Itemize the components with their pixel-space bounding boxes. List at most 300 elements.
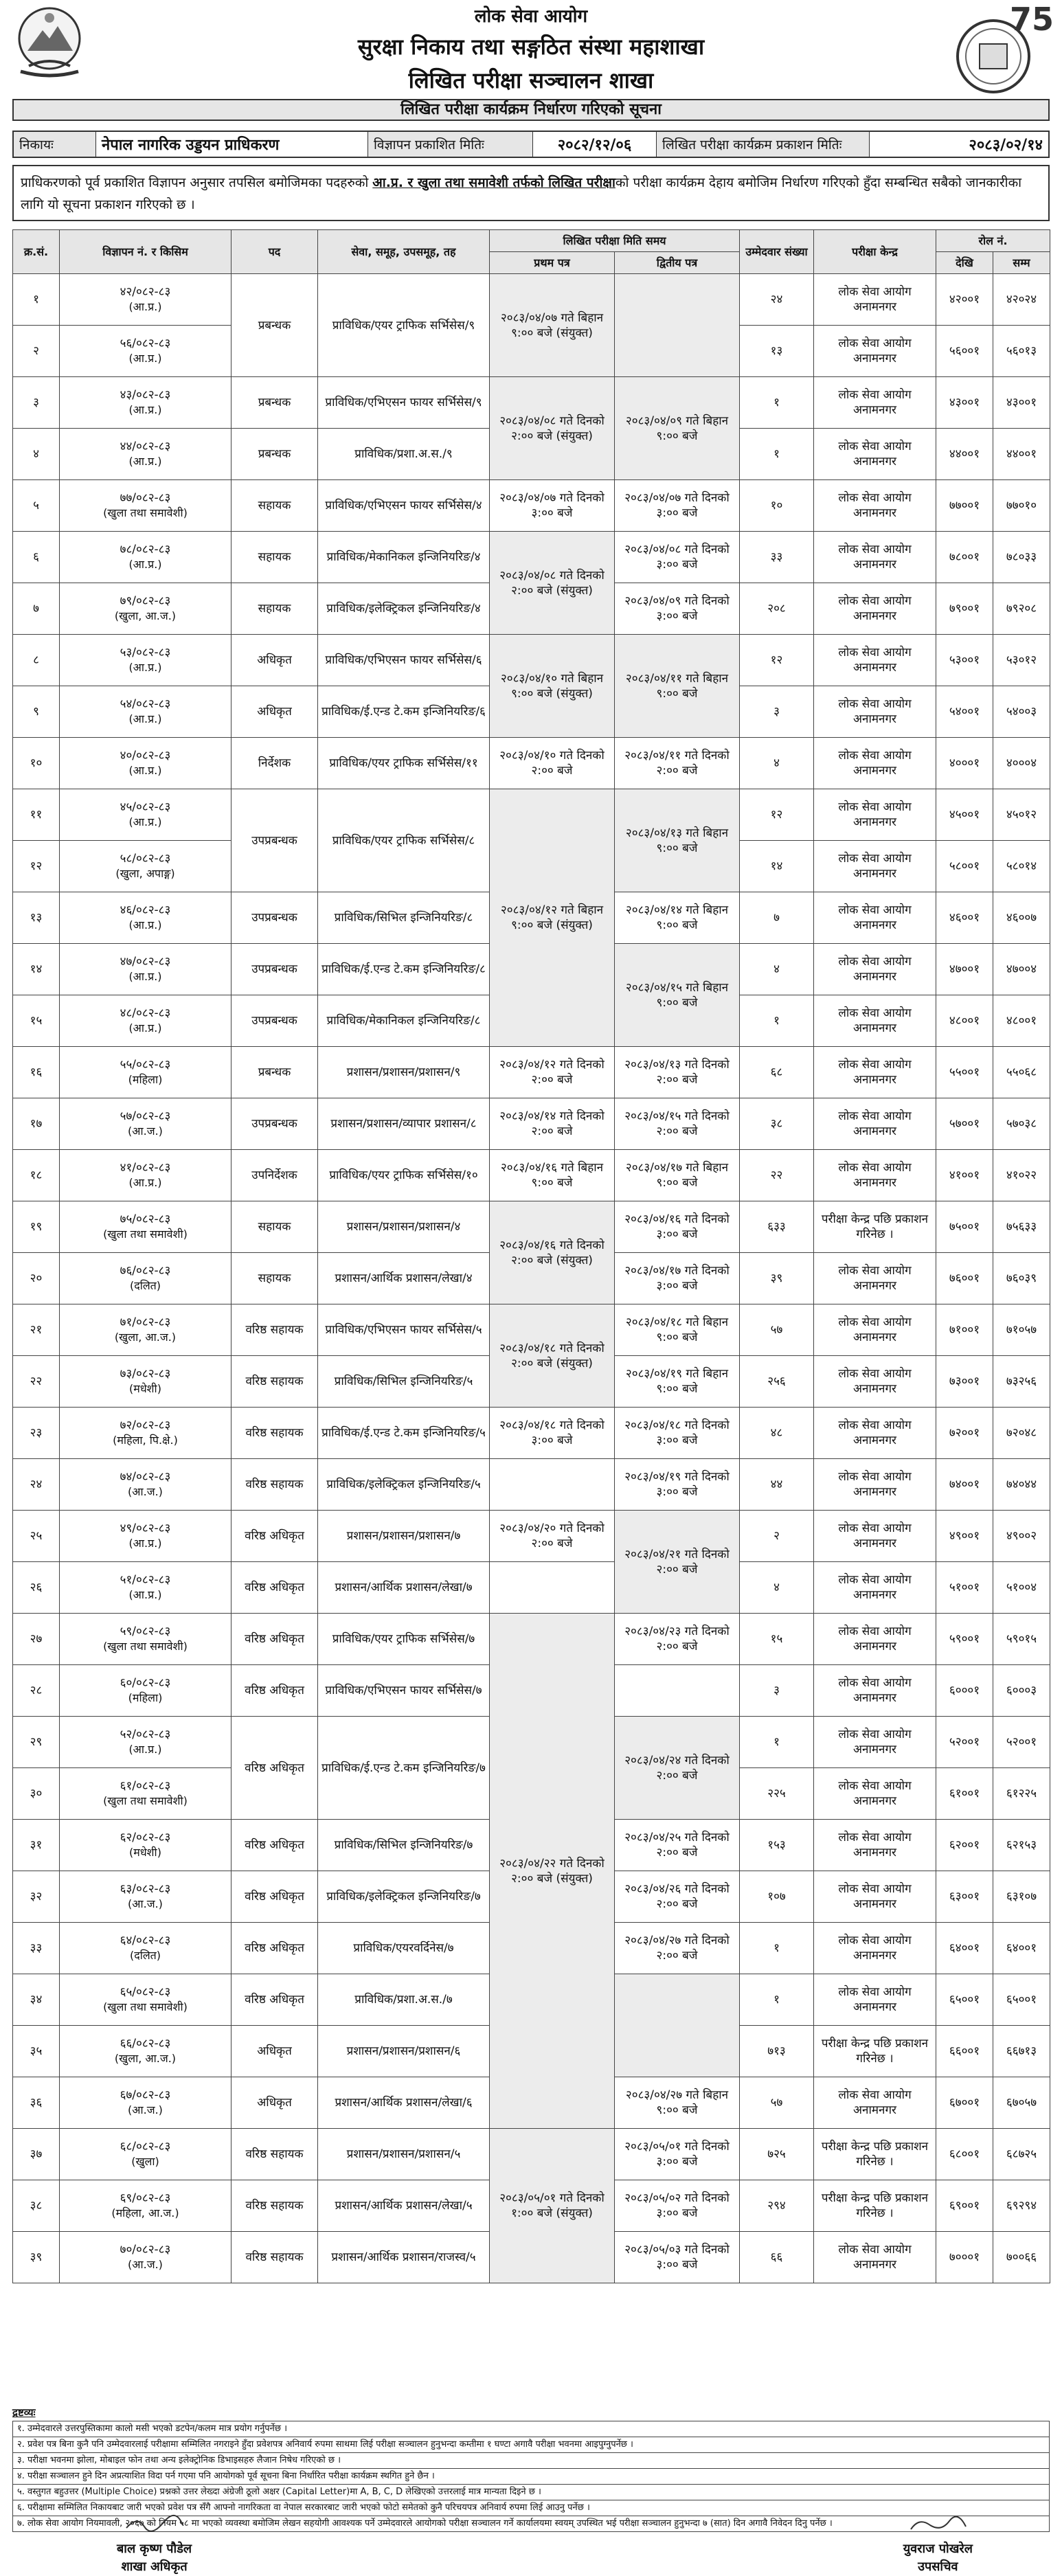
cell-roll-from: ६१००१ <box>936 1768 993 1820</box>
cell-adv <box>60 686 231 738</box>
adv-category: (खुला) <box>131 2155 159 2168</box>
table-row <box>13 1562 1050 1614</box>
cell-sn: ४ <box>13 429 60 480</box>
cell-roll-from: ६०००१ <box>936 1665 993 1717</box>
table-row <box>13 1098 1050 1150</box>
cell-service: प्राविधिक/ई.एन्ड टे.कम इन्जिनियरिङ/८ <box>318 944 490 995</box>
cell-center: लोक सेवा आयोग अनामनगर <box>814 1871 936 1923</box>
cell-roll-from: ७७००१ <box>936 480 993 532</box>
cell-sn: ३९ <box>13 2232 60 2283</box>
cell-candidates: १ <box>740 377 814 429</box>
adv-number: ७९/०८२-८३ <box>120 594 171 608</box>
th-adv: विज्ञापन नं. र किसिम <box>60 230 231 274</box>
cell-roll-to: ६८७२५ <box>993 2129 1050 2180</box>
th-from: देखि <box>936 252 993 274</box>
cell-second-paper: २०८३/०५/०२ गते दिनको ३:०० बजे <box>615 2180 740 2232</box>
cell-center: लोक सेवा आयोग अनामनगर <box>814 1047 936 1098</box>
cell-roll-from: ४२००१ <box>936 274 993 326</box>
cell-roll-to: ५६०१३ <box>993 326 1050 377</box>
th-sn: क्र.सं. <box>13 230 60 274</box>
cell-candidates: १२ <box>740 635 814 686</box>
cell-candidates: ४ <box>740 738 814 789</box>
adv-category: (खुला तथा समावेशी) <box>103 1640 188 1653</box>
adv-number: ४९/०८२-८३ <box>120 1522 171 1535</box>
cell-roll-from: ५९००१ <box>936 1614 993 1665</box>
cell-post: सहायक <box>231 480 318 532</box>
cell-second-paper: २०८३/०४/२४ गते दिनको २:०० बजे <box>615 1717 740 1820</box>
cell-adv <box>60 1614 231 1665</box>
adv-category: (खुला, आ.ज.) <box>114 2052 177 2065</box>
cell-center: लोक सेवा आयोग अनामनगर <box>814 1511 936 1562</box>
adv-category: (महिला) <box>128 1073 163 1086</box>
cell-candidates: ४ <box>740 1562 814 1614</box>
cell-sn: ३२ <box>13 1871 60 1923</box>
cell-candidates: २०८ <box>740 583 814 635</box>
cell-center: लोक सेवा आयोग अनामनगर <box>814 1768 936 1820</box>
cell-roll-to: ६४००१ <box>993 1923 1050 1974</box>
adv-number: ६९/०८२-८३ <box>120 2191 171 2205</box>
schedule-table <box>12 229 1050 2283</box>
cell-roll-from: ५४००१ <box>936 686 993 738</box>
cell-roll-to: ४४००१ <box>993 429 1050 480</box>
adv-number: ५६/०८२-८३ <box>120 337 171 350</box>
adv-number: ४८/०८२-८३ <box>120 1006 171 1020</box>
cell-post: उपप्रबन्धक <box>231 892 318 944</box>
cell-first-paper: २०८३/०४/१० गते बिहान ९:०० बजे (संयुक्त) <box>490 635 615 738</box>
cell-sn: २० <box>13 1253 60 1304</box>
cell-roll-from: ६८००१ <box>936 2129 993 2180</box>
cell-service: प्रशासन/प्रशासन/प्रशासन/४ <box>318 1201 490 1253</box>
cell-sn: ५ <box>13 480 60 532</box>
cell-post: सहायक <box>231 532 318 583</box>
adv-category: (आ.प्र.) <box>128 558 162 571</box>
cell-second-paper: २०८३/०४/११ गते बिहान ९:०० बजे <box>615 635 740 738</box>
cell-roll-from: ६७००१ <box>936 2077 993 2129</box>
cell-roll-to: ४०००४ <box>993 738 1050 789</box>
cell-sn: १६ <box>13 1047 60 1098</box>
cell-roll-from: ७३००१ <box>936 1356 993 1408</box>
th-exam-date: लिखित परीक्षा मिति समय <box>490 230 740 252</box>
cell-first-paper: २०८३/०४/०८ गते दिनको २:०० बजे (संयुक्त) <box>490 377 615 480</box>
cell-roll-from: ४८००१ <box>936 995 993 1047</box>
cell-second-paper: २०८३/०४/२६ गते दिनको २:०० बजे <box>615 1871 740 1923</box>
cell-sn: १९ <box>13 1201 60 1253</box>
cell-post: वरिष्ठ सहायक <box>231 1304 318 1356</box>
cell-candidates: २२५ <box>740 1768 814 1820</box>
cell-second-paper: २०८३/०४/१९ गते बिहान ९:०० बजे <box>615 1356 740 1408</box>
cell-service: प्राविधिक/ई.एन्ड टे.कम इन्जिनियरिङ/६ <box>318 686 490 738</box>
cell-roll-from: ४६००१ <box>936 892 993 944</box>
cell-adv <box>60 583 231 635</box>
adv-category: (खुला तथा समावेशी) <box>103 2000 188 2013</box>
cell-adv <box>60 2026 231 2077</box>
cell-center: लोक सेवा आयोग अनामनगर <box>814 1562 936 1614</box>
table-row <box>13 532 1050 583</box>
cell-candidates: ३३ <box>740 532 814 583</box>
cell-adv <box>60 1562 231 1614</box>
cell-second-paper: २०८३/०४/१९ गते दिनको ३:०० बजे <box>615 1459 740 1511</box>
cell-sn: ३६ <box>13 2077 60 2129</box>
cell-first-paper: २०८३/०५/०१ गते दिनको १:०० बजे (संयुक्त) <box>490 2129 615 2283</box>
cell-second-paper: २०८३/०४/०७ गते दिनको ३:०० बजे <box>615 480 740 532</box>
cell-center: लोक सेवा आयोग अनामनगर <box>814 1717 936 1768</box>
cell-adv <box>60 635 231 686</box>
cell-post: वरिष्ठ सहायक <box>231 2180 318 2232</box>
cell-roll-to: ४५०१२ <box>993 789 1050 841</box>
cell-sn: ३४ <box>13 1974 60 2026</box>
cell-roll-to: ५१००४ <box>993 1562 1050 1614</box>
cell-service: प्राविधिक/प्रशा.अ.स./९ <box>318 429 490 480</box>
cell-service: प्राविधिक/एभिएसन फायर सर्भिसेस/६ <box>318 635 490 686</box>
org-value: नेपाल नागरिक उड्डयन प्राधिकरण <box>96 132 368 157</box>
cell-adv <box>60 1201 231 1253</box>
cell-post: प्रबन्धक <box>231 377 318 429</box>
cell-service: प्राविधिक/प्रशा.अ.स./७ <box>318 1974 490 2026</box>
adv-category: (आ.प्र.) <box>128 455 162 468</box>
cell-second-paper: २०८३/०४/१५ गते बिहान ९:०० बजे <box>615 944 740 1047</box>
cell-first-paper: २०८३/०४/२२ गते दिनको २:०० बजे (संयुक्त) <box>490 1614 615 2129</box>
table-row <box>13 1408 1050 1459</box>
adv-category: (आ.ज.) <box>128 1897 163 1910</box>
ad-date-value: २०८२/१२/०६ <box>533 132 657 157</box>
cell-roll-to: ५४००३ <box>993 686 1050 738</box>
adv-category: (महिला) <box>128 1691 163 1704</box>
cell-candidates: ५७ <box>740 1304 814 1356</box>
cell-first-paper <box>490 1459 615 1511</box>
adv-category: (आ.प्र.) <box>128 352 162 365</box>
adv-category: (आ.ज.) <box>128 1485 163 1498</box>
cell-candidates: ६६ <box>740 2232 814 2283</box>
cell-second-paper: २०८३/०४/२३ गते दिनको २:०० बजे <box>615 1614 740 1665</box>
cell-adv <box>60 1356 231 1408</box>
signature-right <box>903 2514 973 2576</box>
cell-first-paper: २०८३/०४/१२ गते दिनको २:०० बजे <box>490 1047 615 1098</box>
cell-center: लोक सेवा आयोग अनामनगर <box>814 1820 936 1871</box>
cell-center: लोक सेवा आयोग अनामनगर <box>814 686 936 738</box>
cell-post: सहायक <box>231 1201 318 1253</box>
cell-sn: १३ <box>13 892 60 944</box>
cell-second-paper: २०८३/०४/१८ गते दिनको ३:०० बजे <box>615 1408 740 1459</box>
cell-post: अधिकृत <box>231 635 318 686</box>
cell-post: वरिष्ठ अधिकृत <box>231 1665 318 1717</box>
cell-roll-to: ६१२२५ <box>993 1768 1050 1820</box>
cell-center: लोक सेवा आयोग अनामनगर <box>814 1356 936 1408</box>
adv-category: (आ.प्र.) <box>128 1021 162 1035</box>
cell-service: प्राविधिक/सिभिल इन्जिनियरिङ/५ <box>318 1356 490 1408</box>
adv-category: (आ.प्र.) <box>128 1537 162 1550</box>
cell-first-paper: २०८३/०४/१८ गते दिनको ३:०० बजे <box>490 1408 615 1459</box>
cell-roll-from: ५१००१ <box>936 1562 993 1614</box>
cell-roll-to: ४१०२२ <box>993 1150 1050 1201</box>
adv-number: ६१/०८२-८३ <box>120 1779 171 1793</box>
cell-second-paper <box>615 1665 740 1717</box>
cell-roll-from: ४९००१ <box>936 1511 993 1562</box>
table-row <box>13 377 1050 429</box>
cell-roll-to: ५५०६८ <box>993 1047 1050 1098</box>
cell-center: लोक सेवा आयोग अनामनगर <box>814 1408 936 1459</box>
adv-category: (दलित) <box>129 1949 161 1962</box>
cell-service: प्राविधिक/मेकानिकल इन्जिनियरिङ/८ <box>318 995 490 1047</box>
cell-adv <box>60 995 231 1047</box>
cell-candidates: ५७ <box>740 2077 814 2129</box>
anniversary-logo-icon <box>944 1 1054 99</box>
adv-number: ४०/०८२-८३ <box>120 749 171 762</box>
cell-center: लोक सेवा आयोग अनामनगर <box>814 635 936 686</box>
table-row <box>13 1614 1050 1665</box>
cell-second-paper: २०८३/०४/०८ गते दिनको ३:०० बजे <box>615 532 740 583</box>
cell-center: लोक सेवा आयोग अनामनगर <box>814 1614 936 1665</box>
cell-service: प्राविधिक/सिभिल इन्जिनियरिङ/८ <box>318 892 490 944</box>
cell-sn: ७ <box>13 583 60 635</box>
cell-roll-to: ७९२०८ <box>993 583 1050 635</box>
table-row <box>13 738 1050 789</box>
cell-center: परीक्षा केन्द्र पछि प्रकाशन गरिनेछ । <box>814 2129 936 2180</box>
cell-candidates: ३ <box>740 1665 814 1717</box>
cell-sn: १० <box>13 738 60 789</box>
adv-number: ७६/०८२-८३ <box>120 1264 171 1278</box>
cell-candidates: २२ <box>740 1150 814 1201</box>
cell-roll-to: ४८००१ <box>993 995 1050 1047</box>
adv-number: ५९/०८२-८३ <box>120 1625 171 1638</box>
cell-second-paper: २०८३/०५/०१ गते दिनको ३:०० बजे <box>615 2129 740 2180</box>
cell-adv <box>60 1253 231 1304</box>
cell-post: सहायक <box>231 583 318 635</box>
table-row <box>13 789 1050 841</box>
cell-sn: ३३ <box>13 1923 60 1974</box>
adv-number: ५५/०८२-८३ <box>120 1058 171 1072</box>
adv-category: (खुला तथा समावेशी) <box>103 1228 188 1241</box>
cell-center: लोक सेवा आयोग अनामनगर <box>814 789 936 841</box>
cell-roll-to: ४२०२४ <box>993 274 1050 326</box>
cell-candidates: १५३ <box>740 1820 814 1871</box>
cell-roll-to: ५७०३८ <box>993 1098 1050 1150</box>
cell-candidates: २ <box>740 1511 814 1562</box>
table-row <box>13 2129 1050 2180</box>
cell-center: लोक सेवा आयोग अनामनगर <box>814 1974 936 2026</box>
cell-candidates: २९४ <box>740 2180 814 2232</box>
cell-second-paper: २०८३/०४/११ गते दिनको २:०० बजे <box>615 738 740 789</box>
cell-service: प्रशासन/प्रशासन/प्रशासन/९ <box>318 1047 490 1098</box>
cell-second-paper: २०८३/०४/१४ गते बिहान ९:०० बजे <box>615 892 740 944</box>
cell-adv <box>60 1871 231 1923</box>
cell-post: वरिष्ठ सहायक <box>231 2129 318 2180</box>
adv-number: ४३/०८२-८३ <box>120 388 171 402</box>
cell-center: लोक सेवा आयोग अनामनगर <box>814 1304 936 1356</box>
adv-number: ७८/०८२-८३ <box>120 543 171 556</box>
cell-candidates: १३ <box>740 326 814 377</box>
cell-adv <box>60 789 231 841</box>
signer-right-name: युवराज पोखरेल <box>903 2542 973 2556</box>
cell-roll-to: ५९०१५ <box>993 1614 1050 1665</box>
adv-category: (मधेशी) <box>129 1846 161 1859</box>
signer-left-title: शाखा अधिकृत <box>121 2560 188 2574</box>
cell-post: वरिष्ठ अधिकृत <box>231 1871 318 1923</box>
cell-adv <box>60 480 231 532</box>
adv-category: (खुला, आ.ज.) <box>114 1331 177 1344</box>
adv-number: ५२/०८२-८३ <box>120 1728 171 1741</box>
cell-first-paper: २०८३/०४/२० गते दिनको २:०० बजे <box>490 1511 615 1562</box>
cell-roll-from: ५३००१ <box>936 635 993 686</box>
cell-roll-from: ६९००१ <box>936 2180 993 2232</box>
cell-adv <box>60 2077 231 2129</box>
cell-roll-from: ६६००१ <box>936 2026 993 2077</box>
cell-roll-to: ७६०३९ <box>993 1253 1050 1304</box>
cell-roll-from: ५६००१ <box>936 326 993 377</box>
cell-post: उपप्रबन्धक <box>231 1098 318 1150</box>
adv-category: (खुला तथा समावेशी) <box>103 506 188 519</box>
cell-center: लोक सेवा आयोग अनामनगर <box>814 1150 936 1201</box>
cell-post: उपप्रबन्धक <box>231 995 318 1047</box>
cell-post: वरिष्ठ अधिकृत <box>231 1717 318 1820</box>
cell-center: लोक सेवा आयोग अनामनगर <box>814 1923 936 1974</box>
cell-center: लोक सेवा आयोग अनामनगर <box>814 480 936 532</box>
ad-date-label: विज्ञापन प्रकाशित मितिः <box>368 132 533 157</box>
cell-post: वरिष्ठ अधिकृत <box>231 1562 318 1614</box>
cell-roll-to: ६२१५३ <box>993 1820 1050 1871</box>
cell-service: प्रशासन/आर्थिक प्रशासन/लेखा/४ <box>318 1253 490 1304</box>
cell-adv <box>60 1820 231 1871</box>
cell-adv <box>60 532 231 583</box>
cell-roll-to: ७२०४८ <box>993 1408 1050 1459</box>
program-date-label: लिखित परीक्षा कार्यक्रम प्रकाशन मितिः <box>657 132 870 157</box>
table-row <box>13 1511 1050 1562</box>
cell-roll-from: ७२००१ <box>936 1408 993 1459</box>
cell-post: वरिष्ठ सहायक <box>231 1459 318 1511</box>
cell-service: प्राविधिक/सिभिल इन्जिनियरिङ/७ <box>318 1820 490 1871</box>
adv-category: (आ.प्र.) <box>128 661 162 674</box>
cell-sn: १ <box>13 274 60 326</box>
cell-service: प्राविधिक/एयर ट्राफिक सर्भिसेस/११ <box>318 738 490 789</box>
cell-candidates: ४८ <box>740 1408 814 1459</box>
cell-center: लोक सेवा आयोग अनामनगर <box>814 2232 936 2283</box>
cell-roll-from: ४१००१ <box>936 1150 993 1201</box>
cell-center: लोक सेवा आयोग अनामनगर <box>814 429 936 480</box>
intro-part-3: को परीक्षा कार्यक्रम देहाय बमोजिम निर्धारण गरिएको हुँदा सम्बन्धित सबैको जानकारीका लागि यो सूचना प्रकाशन गरिएको छ । <box>21 175 1022 212</box>
cell-adv <box>60 274 231 326</box>
cell-service: प्राविधिक/एभिएसन फायर सर्भिसेस/९ <box>318 377 490 429</box>
cell-sn: ९ <box>13 686 60 738</box>
cell-center: लोक सेवा आयोग अनामनगर <box>814 1459 936 1511</box>
cell-adv <box>60 429 231 480</box>
cell-service: प्रशासन/आर्थिक प्रशासन/लेखा/५ <box>318 2180 490 2232</box>
intro-part-1: प्राधिकरणको पूर्व प्रकाशित विज्ञापन अनुसार तपसिल बमोजिमका पदहरुको <box>21 175 373 190</box>
adv-number: ५३/०८२-८३ <box>120 646 171 659</box>
cell-center: लोक सेवा आयोग अनामनगर <box>814 738 936 789</box>
cell-post: वरिष्ठ अधिकृत <box>231 1511 318 1562</box>
adv-number: ४२/०८२-८३ <box>120 285 171 299</box>
cell-roll-from: ५२००१ <box>936 1717 993 1768</box>
cell-sn: १८ <box>13 1150 60 1201</box>
cell-sn: ३८ <box>13 2180 60 2232</box>
note-item: ३. परीक्षा भवनमा झोला, मोबाइल फोन तथा अन्य इलेक्ट्रोनिक डिभाइसहरु लैजान निषेध गरिएको छ । <box>12 2453 1050 2469</box>
cell-roll-from: ४०००१ <box>936 738 993 789</box>
note-item: ५. वस्तुगत बहुउत्तर (Multiple Choice) प्रश्नको उत्तर लेख्दा अंग्रेजी ठूलो अक्षर (Capital Letter)मा A, B, C, D लेखिएको उत्तरलाई मात्र मान्यता दिइने छ । <box>12 2485 1050 2500</box>
adv-category: (आ.प्र.) <box>128 1176 162 1189</box>
th-post: पद <box>231 230 318 274</box>
cell-adv <box>60 1768 231 1820</box>
schedule-table-wrap <box>12 229 1050 2283</box>
cell-service: प्रशासन/आर्थिक प्रशासन/लेखा/६ <box>318 2077 490 2129</box>
cell-roll-to: ७३२५६ <box>993 1356 1050 1408</box>
cell-sn: १४ <box>13 944 60 995</box>
signer-left-name: बाल कृष्ण पौडेल <box>117 2542 192 2556</box>
cell-candidates: १ <box>740 1923 814 1974</box>
th-roll: रोल नं. <box>936 230 1050 252</box>
cell-center: लोक सेवा आयोग अनामनगर <box>814 377 936 429</box>
cell-candidates: १२ <box>740 789 814 841</box>
cell-second-paper: २०८३/०४/१६ गते दिनको ३:०० बजे <box>615 1201 740 1253</box>
cell-post: प्रबन्धक <box>231 1047 318 1098</box>
adv-category: (आ.प्र.) <box>128 403 162 416</box>
note-item: ६. परीक्षामा सम्मिलित निकायबाट जारी भएको प्रवेश पत्र सँगै आफ्नो नागरिकता वा नेपाल सरकारबाट जारी भएको फोटो समेतको कुनै परिचयपत्र अनिवार्य रुपमा लिई आउनु पर्नेछ । <box>12 2500 1050 2516</box>
adv-category: (आ.प्र.) <box>128 712 162 725</box>
cell-second-paper: २०८३/०४/१३ गते दिनको २:०० बजे <box>615 1047 740 1098</box>
adv-category: (खुला, आ.ज.) <box>114 609 177 622</box>
cell-candidates: १०७ <box>740 1871 814 1923</box>
th-center: परीक्षा केन्द्र <box>814 230 936 274</box>
adv-number: ५७/०८२-८३ <box>120 1109 171 1123</box>
cell-first-paper: २०८३/०४/०७ गते बिहान ९:०० बजे (संयुक्त) <box>490 274 615 377</box>
cell-second-paper: २०८३/०४/१५ गते दिनको २:०० बजे <box>615 1098 740 1150</box>
signature-mark-left-icon <box>124 2514 185 2535</box>
cell-sn: ३७ <box>13 2129 60 2180</box>
logo-75-text: 75 <box>1010 1 1054 38</box>
cell-second-paper: २०८३/०४/१८ गते बिहान ९:०० बजे <box>615 1304 740 1356</box>
note-item: १. उम्मेदवारले उत्तरपुस्तिकामा कालो मसी भएको डटपेन/कलम मात्र प्रयोग गर्नुपर्नेछ । <box>12 2421 1050 2437</box>
adv-number: ६०/०८२-८३ <box>120 1676 171 1690</box>
adv-number: ४४/०८२-८३ <box>120 440 171 453</box>
cell-adv <box>60 2129 231 2180</box>
adv-number: ६६/०८२-८३ <box>120 2037 171 2050</box>
cell-center: लोक सेवा आयोग अनामनगर <box>814 583 936 635</box>
cell-roll-to: ४६००७ <box>993 892 1050 944</box>
table-row <box>13 1150 1050 1201</box>
cell-center: लोक सेवा आयोग अनामनगर <box>814 892 936 944</box>
cell-center: लोक सेवा आयोग अनामनगर <box>814 326 936 377</box>
cell-roll-to: ७५६३३ <box>993 1201 1050 1253</box>
cell-candidates: १ <box>740 1974 814 2026</box>
cell-sn: १५ <box>13 995 60 1047</box>
cell-center: लोक सेवा आयोग अनामनगर <box>814 995 936 1047</box>
cell-roll-to: ७००६६ <box>993 2232 1050 2283</box>
cell-service: प्राविधिक/एयरवर्दिनेस/७ <box>318 1923 490 1974</box>
signer-right-title: उपसचिव <box>918 2560 958 2574</box>
cell-sn: २८ <box>13 1665 60 1717</box>
adv-number: ७२/०८२-८३ <box>120 1419 171 1432</box>
cell-center: लोक सेवा आयोग अनामनगर <box>814 532 936 583</box>
cell-candidates: १ <box>740 1717 814 1768</box>
cell-candidates: ४ <box>740 944 814 995</box>
cell-roll-to: ७८०३३ <box>993 532 1050 583</box>
cell-post: वरिष्ठ अधिकृत <box>231 1614 318 1665</box>
adv-category: (आ.ज.) <box>128 2103 163 2116</box>
cell-service: प्राविधिक/एयर ट्राफिक सर्भिसेस/७ <box>318 1614 490 1665</box>
cell-adv <box>60 944 231 995</box>
adv-number: ५४/०८२-८३ <box>120 697 171 711</box>
adv-number: ५८/०८२-८३ <box>120 852 171 866</box>
adv-number: ६५/०८२-८३ <box>120 1985 171 1999</box>
header <box>0 0 1062 118</box>
cell-service: प्राविधिक/ई.एन्ड टे.कम इन्जिनियरिङ/७ <box>318 1717 490 1820</box>
cell-second-paper <box>615 1974 740 2077</box>
intro-part-2: आ.प्र. र खुला तथा समावेशी तर्फको लिखित परीक्षा <box>372 175 615 190</box>
adv-number: ४७/०८२-८३ <box>120 955 171 969</box>
cell-roll-to: ४७००४ <box>993 944 1050 995</box>
adv-number: ४१/०८२-८३ <box>120 1161 171 1175</box>
cell-adv <box>60 1047 231 1098</box>
notice-title: लिखित परीक्षा कार्यक्रम निर्धारण गरिएको सूचना <box>12 99 1050 121</box>
cell-roll-to: ६०००३ <box>993 1665 1050 1717</box>
